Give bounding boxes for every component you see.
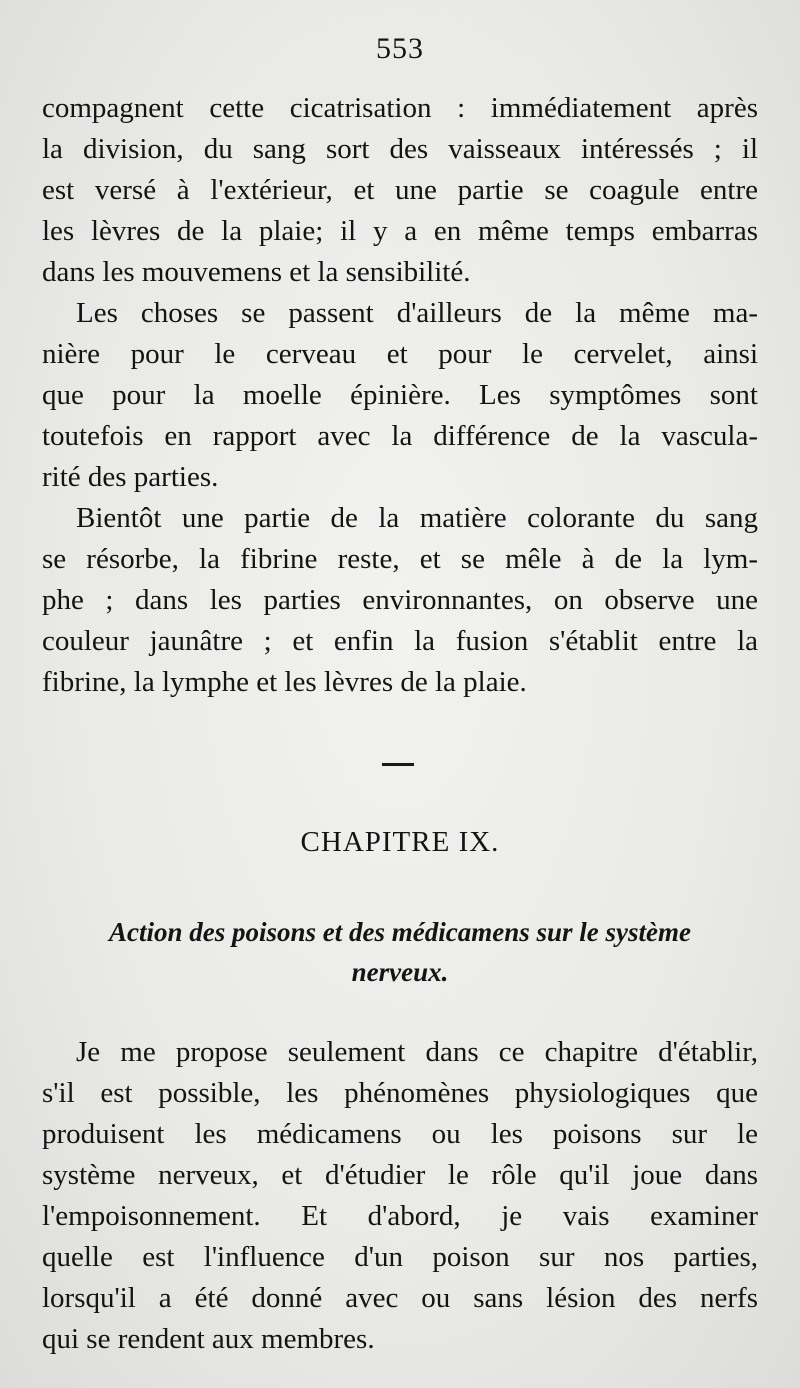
paragraph-line: lorsqu'il a été donné avec ou sans lésion des nerfs	[42, 1282, 758, 1314]
paragraph-3	[42, 498, 758, 703]
chapter-subtitle	[42, 912, 758, 992]
paragraph-line: produisent les médicamens ou les poisons sur le	[42, 1118, 758, 1150]
paragraph-line: couleur jaunâtre ; et enfin la fusion s'établit entre la	[42, 625, 758, 657]
paragraph-line: l'empoisonnement. Et d'abord, je vais examiner	[42, 1200, 758, 1232]
paragraph-line: s'il est possible, les phénomènes physiologiques que	[42, 1077, 758, 1109]
section-separator	[382, 763, 414, 766]
paragraph-line: la division, du sang sort des vaisseaux intéressés ; il	[42, 133, 758, 165]
paragraph-line: dans les mouvemens et la sensibilité.	[42, 256, 471, 288]
paragraph-4	[42, 1032, 758, 1360]
paragraph-line: quelle est l'influence d'un poison sur nos parties,	[42, 1241, 758, 1273]
chapter-subtitle-line: nerveux.	[351, 957, 449, 987]
paragraph-line: toutefois en rapport avec la différence de la vascula-	[42, 420, 758, 452]
paragraph-line: nière pour le cerveau et pour le cervelet, ainsi	[42, 338, 758, 370]
paragraph-line: Bientôt une partie de la matière colorante du sang	[76, 502, 758, 534]
paragraph-line: se résorbe, la fibrine reste, et se mêle à de la lym-	[42, 543, 758, 575]
chapter-title: CHAPITRE IX.	[300, 826, 500, 858]
paragraph-line: phe ; dans les parties environnantes, on observe une	[42, 584, 758, 616]
paragraph-line: que pour la moelle épinière. Les symptômes sont	[42, 379, 758, 411]
paragraph-line: Les choses se passent d'ailleurs de la même ma-	[76, 297, 758, 329]
paragraph-line: qui se rendent aux membres.	[42, 1323, 375, 1355]
paragraph-line: Je me propose seulement dans ce chapitre d'établir,	[76, 1036, 758, 1068]
paragraph-2	[42, 293, 758, 498]
chapter-subtitle-line: Action des poisons et des médicamens sur le système	[109, 917, 691, 947]
paragraph-line: rité des parties.	[42, 461, 219, 493]
paragraph-1	[42, 88, 758, 293]
page-number: 553	[376, 32, 424, 65]
paragraph-line: fibrine, la lymphe et les lèvres de la plaie.	[42, 666, 527, 698]
paragraph-line: système nerveux, et d'étudier le rôle qu'il joue dans	[42, 1159, 758, 1191]
paragraph-line: compagnent cette cicatrisation : immédiatement après	[42, 92, 758, 124]
paragraph-line: les lèvres de la plaie; il y a en même temps embarras	[42, 215, 758, 247]
paragraph-line: est versé à l'extérieur, et une partie se coagule entre	[42, 174, 758, 206]
